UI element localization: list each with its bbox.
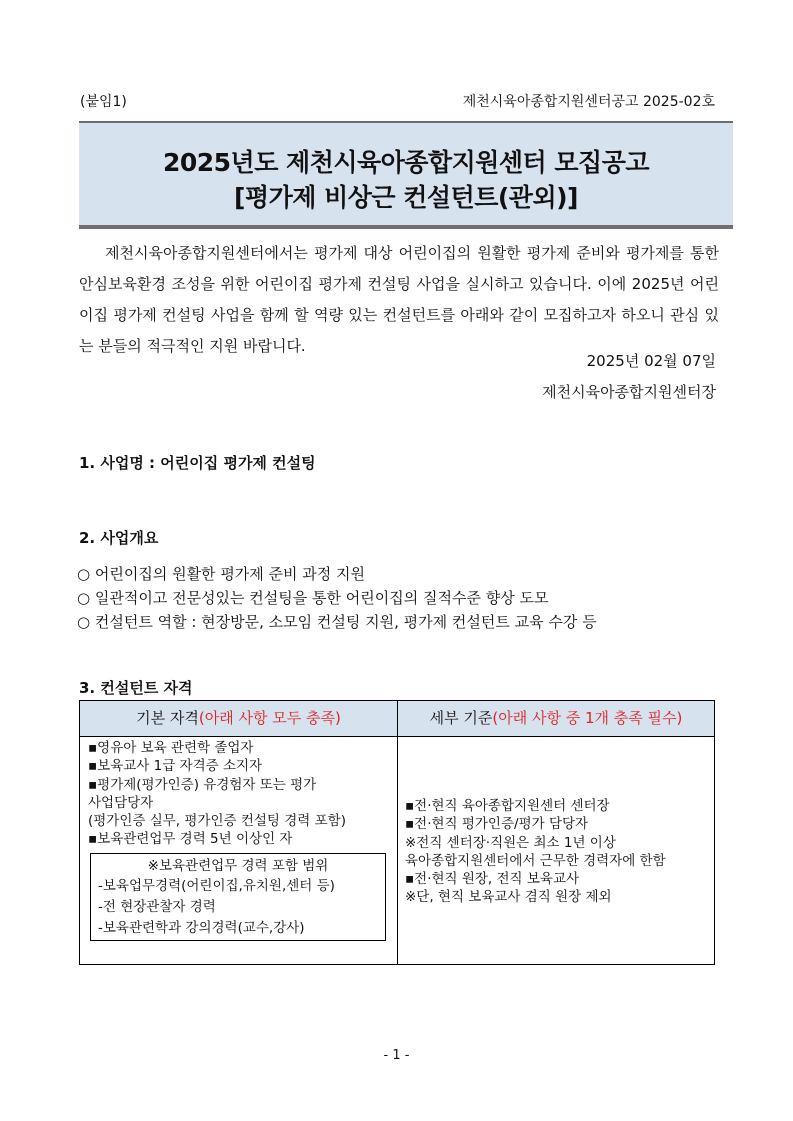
table-line: ▪전·현직 육아종합지원센터 센터장 (405, 798, 610, 814)
intro-paragraph (79, 238, 719, 362)
career-scope-box (90, 853, 386, 941)
signer-name: 제천시육아종합지원센터장 (542, 383, 716, 401)
qualification-table (79, 700, 715, 965)
signature-block (542, 346, 716, 408)
basic-qualification-cell (88, 739, 393, 849)
table-line: ▪전·현직 평가인증/평가 담당자 (405, 816, 589, 833)
section1-heading: 1. 사업명 : 어린이집 평가제 컨설팅 (79, 454, 316, 472)
page-subtitle: [평가제 비상근 컨설턴트(관외)] (234, 183, 578, 212)
attachment-label: (붙임1) (80, 94, 127, 110)
page-title: 2025년도 제천시육아종합지원센터 모집공고 (162, 148, 650, 177)
table-divider (397, 701, 398, 964)
page-number: - 1 - (383, 1048, 410, 1063)
table-line: ▪평가제(평가인증) 유경험자 또는 평가 (88, 776, 317, 793)
list-item: ○ 어린이집의 원활한 평가제 준비 과정 지원 (77, 565, 366, 583)
notice-number: 제천시육아종합지원센터공고 2025-02호 (462, 94, 715, 110)
career-scope-title: ※보육관련업무 경력 포함 범위 (147, 858, 329, 874)
career-scope-line: -전 현장관찰자 경력 (98, 899, 216, 915)
title-box (79, 121, 733, 227)
overview-list (77, 562, 597, 634)
table-line: ▪보육관련업무 경력 5년 이상인 자 (88, 831, 293, 848)
basic-qualification-header: 기본 자격(아래 사항 모두 충족) (136, 709, 341, 727)
list-item: ○ 일관적이고 전문성있는 컨설팅을 통한 어린이집의 질적수준 향상 도모 (77, 589, 549, 607)
notice-date: 2025년 02월 07일 (586, 352, 716, 370)
table-line: ▪전·현직 원장, 전직 보육교사 (405, 871, 580, 888)
title-underline (79, 225, 733, 229)
list-item: ○ 컨설턴트 역할 : 현장방문, 소모임 컨설팅 지원, 평가제 컨설턴트 교육 수강 등 (77, 613, 597, 631)
table-line: ※전직 센터장·직원은 최소 1년 이상 (405, 834, 616, 851)
table-line: ▪보육교사 1급 자격증 소지자 (88, 758, 263, 775)
table-line: (평가인증 실무, 평가인증 컨설팅 경력 포함) (88, 813, 346, 830)
table-line: 사업담당자 (88, 794, 154, 811)
career-scope-line: -보육업무경력(어린이집,유치원,센터 등) (98, 878, 335, 894)
career-scope-line: -보육관련학과 강의경력(교수,강사) (98, 920, 305, 936)
table-line: 육아종합지원센터에서 근무한 경력자에 한함 (405, 852, 666, 869)
table-line: ▪영유아 보육 관련학 졸업자 (88, 740, 254, 756)
intro-text: 제천시육아종합지원센터에서는 평가제 대상 어린이집의 원활한 평가제 준비와 평가제를 통한 안심보육환경 조성을 위한 어린이집 평가제 컨설팅 사업을 실시하고 있습니다. 이에 2025년 어린이집 평가제 컨설팅 사업을 함께 할 역량 있는 컨설턴트를 아래와 같이 모집하고자 하오니 관심 있는 분들의 적극적인 지원 바랍니다. (79, 244, 719, 355)
section3-heading: 3. 컨설턴트 자격 (79, 679, 193, 697)
detail-criteria-cell (405, 797, 710, 907)
table-line: ※단, 현직 보육교사 겸직 원장 제외 (405, 889, 612, 906)
detail-criteria-header: 세부 기준(아래 사항 중 1개 충족 필수) (429, 709, 683, 727)
section2-heading: 2. 사업개요 (79, 529, 159, 547)
